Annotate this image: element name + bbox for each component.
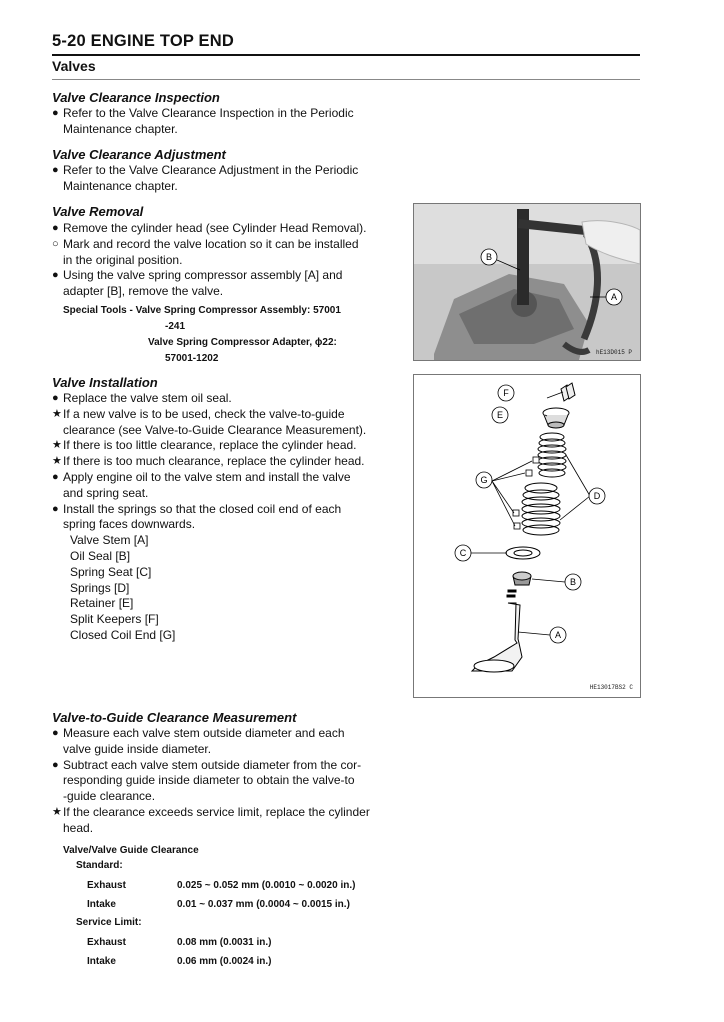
table-row — [87, 876, 355, 895]
spec-value: 0.06 mm (0.0024 in.) — [177, 956, 272, 967]
step-item — [52, 438, 396, 454]
bullet-mark: ● — [52, 758, 59, 771]
step-item — [52, 470, 396, 502]
star-mark: ★ — [52, 455, 62, 468]
step-item — [52, 758, 396, 805]
step-item — [52, 391, 396, 407]
step-text: head. — [63, 820, 94, 835]
adapter-part: 57001-1202 — [165, 353, 219, 364]
step-text: Install the springs so that the closed coil end of each — [63, 501, 342, 516]
section-rule — [52, 79, 640, 80]
callout-a: A — [610, 292, 618, 302]
callout-g: G — [480, 475, 488, 485]
bullet-mark: ● — [52, 107, 59, 119]
clearance-adjustment-heading: Valve Clearance Adjustment — [52, 147, 226, 162]
photo-callouts — [414, 204, 640, 360]
clearance-adjustment-steps — [52, 163, 396, 195]
photo-code: hE13D015 P — [595, 349, 632, 356]
step-text: clearance (see Valve-to-Guide Clearance Measurement). — [63, 422, 367, 437]
callout-c: C — [459, 548, 467, 558]
spec-name: Intake — [87, 899, 116, 910]
step-text: in the original position. — [63, 252, 183, 267]
step-text: Using the valve spring compressor assembly [A] and — [63, 268, 343, 283]
part-label: Closed Coil End [G] — [70, 627, 176, 642]
callout-a: A — [554, 630, 562, 640]
step-text: spring faces downwards. — [63, 517, 196, 532]
diagram-code: HE13017BS2 C — [589, 684, 633, 691]
part-label: Valve Stem [A] — [70, 533, 149, 548]
callout-b: B — [485, 252, 493, 262]
callout-f: F — [503, 388, 509, 398]
exploded-illustration — [414, 375, 640, 697]
step-item — [52, 237, 396, 269]
step-text: valve guide inside diameter. — [63, 741, 212, 756]
measurement-heading: Valve-to-Guide Clearance Measurement — [52, 710, 297, 725]
measurement-steps — [52, 726, 396, 837]
clearance-inspection-steps — [52, 106, 396, 138]
spec-value: 0.025 ~ 0.052 mm (0.0010 ~ 0.0020 in.) — [177, 880, 356, 891]
service-limit-label: Service Limit: — [76, 917, 142, 928]
step-text: If there is too little clearance, replace the cylinder head. — [63, 438, 357, 453]
step-text: Maintenance chapter. — [63, 178, 178, 193]
step-text: Replace the valve stem oil seal. — [63, 391, 232, 405]
standard-table — [87, 876, 355, 914]
spec-value: 0.01 ~ 0.037 mm (0.0004 ~ 0.0015 in.) — [177, 899, 350, 910]
star-mark: ★ — [52, 407, 62, 420]
valve-removal-heading: Valve Removal — [52, 204, 144, 219]
bullet-mark: ● — [52, 392, 59, 404]
service-limit-table — [87, 933, 272, 971]
part-label: Spring Seat [C] — [70, 564, 152, 579]
step-text: Refer to the Valve Clearance Inspection in the Periodic — [63, 106, 354, 120]
bullet-mark: ● — [52, 269, 59, 282]
step-text: Subtract each valve stem outside diameter from the cor- — [63, 757, 362, 772]
step-item — [52, 163, 396, 195]
spec-name: Intake — [87, 956, 116, 967]
table-row — [87, 895, 355, 914]
valve-exploded-diagram — [413, 374, 641, 698]
spec-name: Exhaust — [87, 937, 126, 948]
part-label: Oil Seal [B] — [70, 548, 131, 563]
bullet-mark: ● — [52, 502, 59, 515]
step-text: -guide clearance. — [63, 789, 156, 804]
part-label: Retainer [E] — [70, 596, 134, 611]
section-title: Valves — [52, 58, 96, 74]
step-item — [52, 726, 396, 758]
spec-title: Valve/Valve Guide Clearance — [63, 845, 199, 856]
valve-removal-photo — [413, 203, 641, 361]
step-text: Apply engine oil to the valve stem and install the valve — [63, 469, 351, 484]
step-item — [52, 221, 396, 237]
bullet-mark: ● — [52, 222, 59, 234]
step-item — [52, 454, 396, 470]
step-text: responding guide inside diameter to obtain the valve-to — [63, 773, 355, 788]
step-text: If the clearance exceeds service limit, replace the cylinder — [63, 804, 370, 819]
page-header: 5-20 ENGINE TOP END — [52, 32, 234, 50]
parts-list — [52, 533, 396, 644]
part-label: Split Keepers [F] — [70, 612, 159, 627]
star-mark: ★ — [52, 439, 62, 452]
step-text: Maintenance chapter. — [63, 121, 178, 136]
spec-value: 0.08 mm (0.0031 in.) — [177, 937, 272, 948]
table-row — [87, 933, 272, 952]
special-tools-part: -241 — [165, 321, 186, 332]
bullet-mark: ● — [52, 164, 59, 176]
clearance-inspection-heading: Valve Clearance Inspection — [52, 90, 220, 105]
callout-e: E — [496, 410, 504, 420]
header-rule — [52, 54, 640, 56]
bullet-mark: ● — [52, 727, 59, 739]
step-text: Refer to the Valve Clearance Adjustment in the Periodic — [63, 163, 359, 177]
bullet-mark: ● — [52, 470, 59, 483]
adapter-label: Valve Spring Compressor Adapter, ϕ22: — [148, 337, 337, 348]
step-text: Remove the cylinder head (see Cylinder Head Removal). — [63, 221, 367, 235]
step-text: Measure each valve stem outside diameter and each — [63, 726, 345, 740]
note-mark: ○ — [52, 237, 59, 250]
callout-b: B — [569, 577, 577, 587]
callout-d: D — [593, 491, 601, 501]
spec-name: Exhaust — [87, 880, 126, 891]
step-text: If there is too much clearance, replace the cylinder head. — [63, 454, 365, 469]
step-item — [52, 805, 396, 837]
step-item — [52, 407, 396, 439]
table-row — [87, 952, 272, 971]
standard-label: Standard: — [76, 860, 123, 871]
star-mark: ★ — [52, 805, 62, 818]
special-tools-label: Special Tools - Valve Spring Compressor Assembly: 57001 — [63, 305, 341, 316]
step-text: and spring seat. — [63, 485, 149, 500]
step-item — [52, 268, 396, 300]
valve-installation-steps — [52, 391, 396, 644]
step-text: adapter [B], remove the valve. — [63, 284, 224, 299]
valve-removal-steps — [52, 221, 396, 300]
step-text: Mark and record the valve location so it can be installed — [63, 236, 359, 251]
step-item — [52, 502, 396, 534]
step-item — [52, 106, 396, 138]
step-text: If a new valve is to be used, check the valve-to-guide — [63, 406, 345, 421]
valve-installation-heading: Valve Installation — [52, 375, 158, 390]
part-label: Springs [D] — [70, 580, 130, 595]
